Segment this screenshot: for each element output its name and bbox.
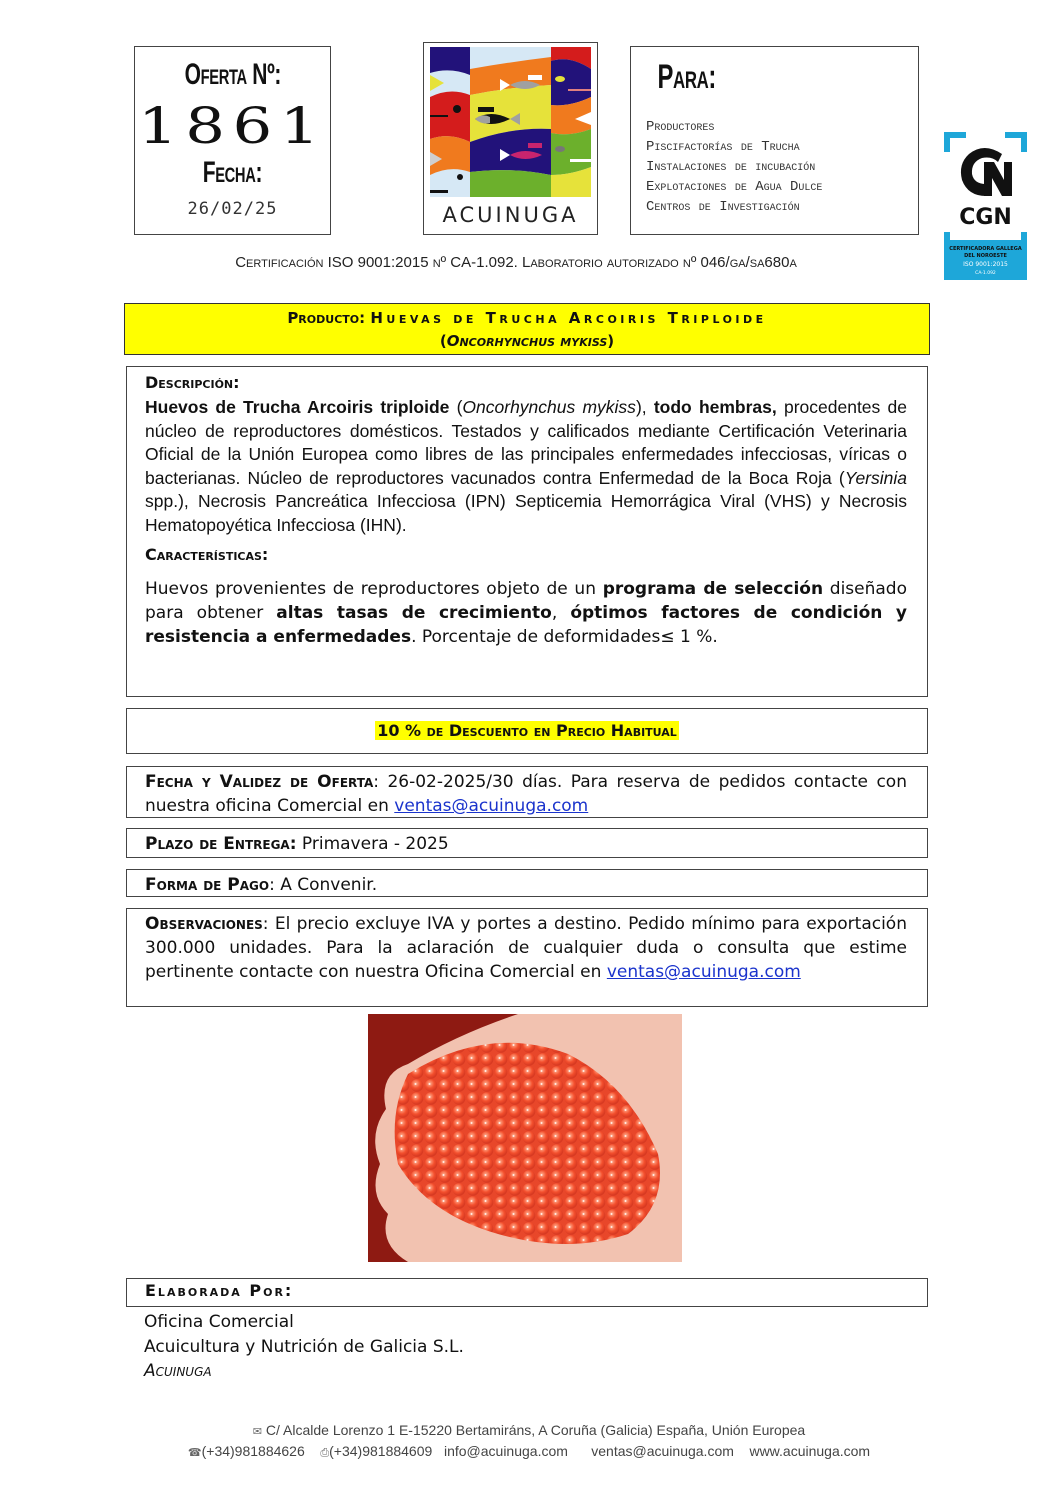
offer-number: 1861 xyxy=(137,97,328,155)
payment-value: : A Convenir. xyxy=(269,875,378,895)
company-logo xyxy=(423,42,598,235)
date-value: 26/02/25 xyxy=(187,199,278,219)
prepared-by-heading-box xyxy=(126,1278,928,1307)
prepared-by-line: Acuinuga xyxy=(144,1361,212,1381)
description-section xyxy=(126,366,928,697)
description-heading: Descripción: xyxy=(145,373,240,392)
svg-text:ISO 9001:2015: ISO 9001:2015 xyxy=(963,261,1008,268)
delivery-section xyxy=(126,828,928,858)
recipients-list xyxy=(646,117,822,217)
product-name: Huevas de Trucha Arcoiris Triploide xyxy=(370,309,767,327)
recipient-item: Piscifactorías de Trucha xyxy=(646,139,800,155)
recipient-item: Centros de Investigación xyxy=(646,199,800,215)
sales-email-link[interactable]: ventas@acuinuga.com xyxy=(606,962,801,982)
fish-logo-icon xyxy=(430,47,591,197)
prepared-by-heading: Elaborada Por: xyxy=(145,1281,294,1300)
footer-address: C/ Alcalde Lorenzo 1 E-15220 Bertamiráns, A Coruña (Galicia) España, Unión Europea xyxy=(265,1422,806,1438)
svg-text:CERTIFICADORA GALLEGA: CERTIFICADORA GALLEGA xyxy=(949,246,1022,252)
characteristics-heading: Características: xyxy=(145,545,269,564)
payment-section xyxy=(126,869,928,897)
validity-section: Fecha y Validez de Oferta: 26-02-2025/30 días. Para reserva de pedidos contacte con nuestra oficina Comercial en ventas@acuinuga.com xyxy=(126,766,928,818)
recipient-item: Productores xyxy=(646,119,715,135)
footer xyxy=(0,1421,1058,1463)
sales-email-link[interactable]: ventas@acuinuga.com xyxy=(394,796,589,816)
recipients-box xyxy=(630,46,919,235)
cgn-brand-text: CGN xyxy=(959,205,1012,230)
footer-fax: (+34)981884609 xyxy=(329,1443,433,1459)
certification-line: Certificación ISO 9001:2015 nº CA-1.092. Laboratorio autorizado nº 046/ga/sa680a xyxy=(235,254,797,271)
footer-website[interactable]: www.acuinuga.com xyxy=(749,1443,871,1459)
product-scientific-name: Oncorhynchus mykiss xyxy=(446,332,608,350)
recipient-item: Explotaciones de Agua Dulce xyxy=(646,179,823,195)
delivery-value: Primavera - 2025 xyxy=(296,834,449,854)
discount-text: 10 % de Descuento en Precio Habitual xyxy=(377,721,677,740)
description-text: Huevos de Trucha Arcoiris triploide (Oncorhynchus mykiss), todo hembras, procedentes de núcleo de reproductores domésticos. Testados y calificados mediante Certificación Veterinaria Oficial de la Unión Europea como libres de las principales enfermedades infecciosas, víricas o bacterianas. Núcleo de reproductores vacunados contra Enfermedad de la Boca Roja (Yersinia spp.), Necrosis Pancreática Infecciosa (IPN) Septicemia Hemorrágica Viral (VHS) y Necrosis Hematopoyética Infecciosa (IHN). xyxy=(145,397,907,535)
footer-phone: (+34)981884626 xyxy=(201,1443,305,1459)
trout-eggs-photo xyxy=(368,1014,682,1262)
observations-section: Observaciones: El precio excluye IVA y portes a destino. Pedido mínimo para exportación 300.000 unidades. Para la aclaración de cualquier duda o consulta que estime pertinente contacte con nuestra Oficina Comercial en ventas@acuinuga.com xyxy=(126,908,928,1007)
delivery-label: Plazo de Entrega: xyxy=(145,834,297,854)
offer-label: Oferta Nº: xyxy=(184,58,281,91)
mail-icon: ✉ xyxy=(252,1426,262,1438)
fax-icon: ⎙ xyxy=(320,1447,330,1459)
offer-box xyxy=(134,46,331,235)
to-label: Para: xyxy=(657,58,716,96)
phone-icon: ☎ xyxy=(187,1447,202,1459)
logo-text: ACUINUGA xyxy=(442,203,579,227)
product-banner: Producto: Huevas de Trucha Arcoiris Triploide (Oncorhynchus mykiss) xyxy=(124,303,930,355)
validity-label: Fecha y Validez de Oferta xyxy=(145,772,374,792)
payment-label: Forma de Pago xyxy=(145,875,270,895)
discount-section xyxy=(126,708,928,754)
characteristics-text: Huevos provenientes de reproductores objeto de un programa de selección diseñado para obtener altas tasas de crecimiento, óptimos factores de condición y resistencia a enfermedades. Porcentaje de deformidades≤ 1 %. xyxy=(145,579,908,647)
svg-text:DEL NOROESTE: DEL NOROESTE xyxy=(964,253,1007,259)
prepared-by-line: Acuicultura y Nutrición de Galicia S.L. xyxy=(144,1336,464,1357)
recipient-item: Instalaciones de incubación xyxy=(646,159,816,175)
prepared-by-line: Oficina Comercial xyxy=(144,1312,294,1332)
observations-label: Observaciones xyxy=(145,914,263,934)
footer-sales-email[interactable]: ventas@acuinuga.com xyxy=(591,1443,734,1459)
date-label: Fecha: xyxy=(202,156,263,189)
product-label: Producto xyxy=(287,309,360,327)
prepared-by-list xyxy=(144,1310,464,1384)
svg-text:CA-1.092: CA-1.092 xyxy=(975,271,996,276)
footer-info-email[interactable]: info@acuinuga.com xyxy=(443,1443,568,1459)
